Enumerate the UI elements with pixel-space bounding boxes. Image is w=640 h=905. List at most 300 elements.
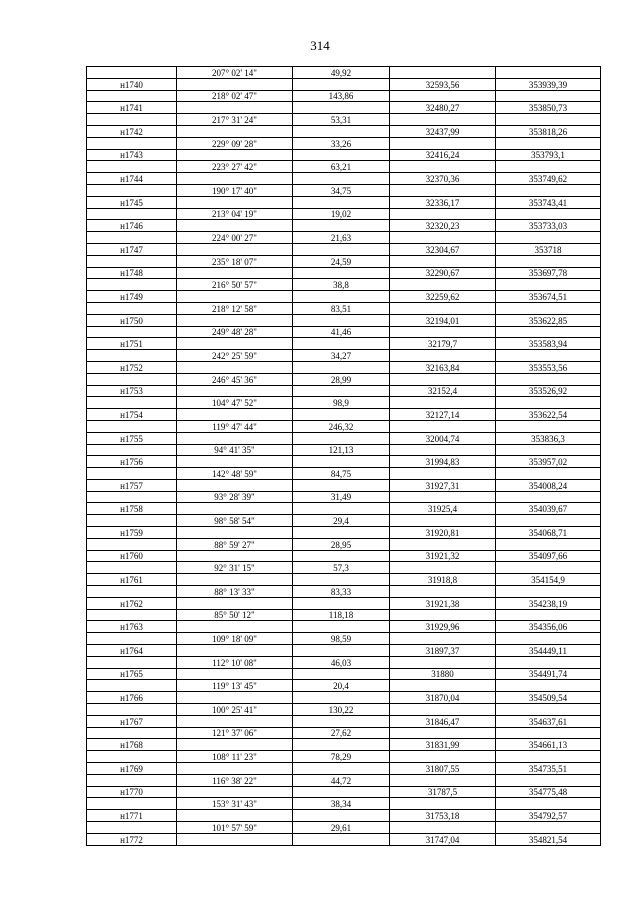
x-coordinate-cell: 31846,47 [390,715,496,727]
direction-angle-cell: 153° 31' 43" [177,798,293,810]
distance-cell [293,361,390,373]
table-row [87,361,601,373]
x-coordinate-cell [390,208,496,220]
x-coordinate-cell: 32179,7 [390,338,496,350]
x-coordinate-cell [390,822,496,834]
distance-cell [293,456,390,468]
point-cell: н1747 [87,243,177,255]
y-coordinate-cell [496,90,601,102]
direction-angle-cell [177,597,293,609]
x-coordinate-cell: 31787,5 [390,786,496,798]
x-coordinate-cell [390,798,496,810]
distance-cell: 63,21 [293,161,390,173]
y-coordinate-cell [496,279,601,291]
y-coordinate-cell: 353836,3 [496,432,601,444]
table-row [87,420,601,432]
x-coordinate-cell [390,468,496,480]
direction-angle-cell [177,503,293,515]
direction-angle-cell: 108° 11' 23" [177,751,293,763]
y-coordinate-cell [496,373,601,385]
point-cell [87,326,177,338]
table-row [87,538,601,550]
x-coordinate-cell: 31921,38 [390,597,496,609]
x-coordinate-cell [390,727,496,739]
table-row [87,621,601,633]
point-cell [87,420,177,432]
direction-angle-cell [177,550,293,562]
point-cell: н1746 [87,220,177,232]
y-coordinate-cell [496,420,601,432]
direction-angle-cell: 249° 48' 28" [177,326,293,338]
distance-cell [293,432,390,444]
distance-cell [293,692,390,704]
direction-angle-cell [177,338,293,350]
distance-cell: 31,49 [293,491,390,503]
y-coordinate-cell [496,822,601,834]
x-coordinate-cell [390,397,496,409]
table-row [87,503,601,515]
direction-angle-cell [177,621,293,633]
y-coordinate-cell: 354792,57 [496,810,601,822]
point-cell [87,373,177,385]
y-coordinate-cell [496,208,601,220]
point-cell [87,90,177,102]
x-coordinate-cell [390,562,496,574]
direction-angle-cell [177,78,293,90]
distance-cell: 57,3 [293,562,390,574]
point-cell: н1760 [87,550,177,562]
point-cell: н1762 [87,597,177,609]
table-row [87,255,601,267]
y-coordinate-cell [496,326,601,338]
table-row [87,184,601,196]
y-coordinate-cell [496,515,601,527]
direction-angle-cell [177,267,293,279]
point-cell [87,232,177,244]
distance-cell [293,102,390,114]
distance-cell [293,739,390,751]
distance-cell: 53,31 [293,114,390,126]
table-row [87,586,601,598]
direction-angle-cell [177,173,293,185]
table-row [87,751,601,763]
x-coordinate-cell: 31753,18 [390,810,496,822]
direction-angle-cell: 109° 18' 09" [177,633,293,645]
y-coordinate-cell: 353583,94 [496,338,601,350]
distance-cell: 118,18 [293,609,390,621]
y-coordinate-cell: 354775,48 [496,786,601,798]
point-cell [87,397,177,409]
x-coordinate-cell: 32127,14 [390,409,496,421]
x-coordinate-cell: 31807,55 [390,763,496,775]
x-coordinate-cell [390,302,496,314]
point-cell: н1765 [87,668,177,680]
y-coordinate-cell: 353850,73 [496,102,601,114]
table-row [87,444,601,456]
distance-cell: 38,34 [293,798,390,810]
point-cell [87,656,177,668]
x-coordinate-cell: 31747,04 [390,833,496,845]
distance-cell [293,763,390,775]
table-row [87,704,601,716]
y-coordinate-cell: 353749,62 [496,173,601,185]
direction-angle-cell: 229° 09' 28" [177,137,293,149]
direction-angle-cell [177,527,293,539]
y-coordinate-cell: 353743,41 [496,196,601,208]
y-coordinate-cell [496,656,601,668]
x-coordinate-cell: 32336,17 [390,196,496,208]
x-coordinate-cell [390,326,496,338]
table-row [87,67,601,79]
point-cell: н1744 [87,173,177,185]
direction-angle-cell: 223° 27' 42" [177,161,293,173]
table-row [87,645,601,657]
y-coordinate-cell [496,491,601,503]
point-cell: н1768 [87,739,177,751]
point-cell [87,822,177,834]
distance-cell: 49,92 [293,67,390,79]
direction-angle-cell: 207° 02' 14" [177,67,293,79]
distance-cell [293,810,390,822]
direction-angle-cell [177,574,293,586]
distance-cell [293,479,390,491]
x-coordinate-cell: 32416,24 [390,149,496,161]
table-row [87,798,601,810]
direction-angle-cell [177,243,293,255]
distance-cell: 21,63 [293,232,390,244]
distance-cell [293,668,390,680]
x-coordinate-cell [390,114,496,126]
x-coordinate-cell [390,279,496,291]
x-coordinate-cell [390,515,496,527]
y-coordinate-cell: 354449,11 [496,645,601,657]
x-coordinate-cell: 31831,99 [390,739,496,751]
distance-cell [293,314,390,326]
direction-angle-cell: 112° 10' 08" [177,656,293,668]
point-cell [87,350,177,362]
distance-cell: 28,99 [293,373,390,385]
point-cell [87,609,177,621]
y-coordinate-cell: 354509,54 [496,692,601,704]
point-cell: н1758 [87,503,177,515]
point-cell [87,184,177,196]
direction-angle-cell [177,149,293,161]
y-coordinate-cell [496,538,601,550]
x-coordinate-cell: 31994,83 [390,456,496,468]
x-coordinate-cell: 32370,36 [390,173,496,185]
x-coordinate-cell [390,255,496,267]
distance-cell [293,220,390,232]
point-cell [87,680,177,692]
x-coordinate-cell [390,609,496,621]
y-coordinate-cell [496,161,601,173]
direction-angle-cell: 116° 38' 22" [177,774,293,786]
y-coordinate-cell: 353733,03 [496,220,601,232]
table-row [87,763,601,775]
x-coordinate-cell: 32320,23 [390,220,496,232]
distance-cell: 143,86 [293,90,390,102]
point-cell: н1757 [87,479,177,491]
distance-cell [293,243,390,255]
distance-cell: 98,9 [293,397,390,409]
direction-angle-cell: 190° 17' 40" [177,184,293,196]
table-row [87,232,601,244]
distance-cell: 83,51 [293,302,390,314]
point-cell [87,444,177,456]
point-cell [87,255,177,267]
table-row [87,468,601,480]
point-cell: н1759 [87,527,177,539]
table-row [87,491,601,503]
distance-cell: 19,02 [293,208,390,220]
y-coordinate-cell: 353818,26 [496,125,601,137]
table-row [87,715,601,727]
y-coordinate-cell: 353939,39 [496,78,601,90]
x-coordinate-cell: 31927,31 [390,479,496,491]
table-row [87,173,601,185]
distance-cell: 121,13 [293,444,390,456]
y-coordinate-cell [496,633,601,645]
table-row [87,78,601,90]
y-coordinate-cell: 353793,1 [496,149,601,161]
point-cell [87,491,177,503]
direction-angle-cell [177,432,293,444]
table-row [87,220,601,232]
y-coordinate-cell [496,468,601,480]
direction-angle-cell [177,668,293,680]
y-coordinate-cell: 354238,19 [496,597,601,609]
point-cell: н1772 [87,833,177,845]
y-coordinate-cell [496,444,601,456]
x-coordinate-cell [390,680,496,692]
y-coordinate-cell: 353622,85 [496,314,601,326]
y-coordinate-cell: 354356,06 [496,621,601,633]
table-row [87,562,601,574]
direction-angle-cell [177,833,293,845]
point-cell: н1771 [87,810,177,822]
table-row [87,574,601,586]
y-coordinate-cell: 354008,24 [496,479,601,491]
table-row [87,609,601,621]
table-row [87,833,601,845]
direction-angle-cell [177,456,293,468]
table-row [87,279,601,291]
point-cell [87,208,177,220]
y-coordinate-cell [496,609,601,621]
direction-angle-cell: 93° 28' 39" [177,491,293,503]
point-cell [87,302,177,314]
y-coordinate-cell [496,350,601,362]
y-coordinate-cell: 353526,92 [496,385,601,397]
x-coordinate-cell [390,232,496,244]
direction-angle-cell: 88° 13' 33" [177,586,293,598]
distance-cell [293,833,390,845]
x-coordinate-cell: 32163,84 [390,361,496,373]
distance-cell: 24,59 [293,255,390,267]
x-coordinate-cell: 32304,67 [390,243,496,255]
table-row [87,267,601,279]
x-coordinate-cell: 31870,04 [390,692,496,704]
distance-cell [293,715,390,727]
point-cell [87,633,177,645]
y-coordinate-cell [496,232,601,244]
direction-angle-cell: 121° 37' 06" [177,727,293,739]
distance-cell: 78,29 [293,751,390,763]
y-coordinate-cell: 354068,71 [496,527,601,539]
x-coordinate-cell: 32290,67 [390,267,496,279]
table-row [87,822,601,834]
direction-angle-cell [177,739,293,751]
point-cell: н1769 [87,763,177,775]
y-coordinate-cell [496,727,601,739]
table-row [87,397,601,409]
table-row [87,314,601,326]
table-row [87,633,601,645]
x-coordinate-cell: 31920,81 [390,527,496,539]
distance-cell [293,125,390,137]
point-cell [87,562,177,574]
distance-cell: 246,32 [293,420,390,432]
x-coordinate-cell [390,137,496,149]
direction-angle-cell [177,810,293,822]
table-row [87,302,601,314]
x-coordinate-cell: 31921,32 [390,550,496,562]
point-cell: н1761 [87,574,177,586]
distance-cell [293,621,390,633]
point-cell: н1740 [87,78,177,90]
direction-angle-cell [177,361,293,373]
distance-cell: 34,75 [293,184,390,196]
x-coordinate-cell [390,67,496,79]
distance-cell: 98,59 [293,633,390,645]
table-row [87,125,601,137]
y-coordinate-cell [496,137,601,149]
y-coordinate-cell [496,751,601,763]
table-row [87,810,601,822]
direction-angle-cell: 216° 50' 57" [177,279,293,291]
y-coordinate-cell [496,704,601,716]
point-cell: н1770 [87,786,177,798]
direction-angle-cell: 246° 45' 36" [177,373,293,385]
x-coordinate-cell [390,184,496,196]
table-row [87,550,601,562]
distance-cell [293,149,390,161]
point-cell: н1751 [87,338,177,350]
y-coordinate-cell [496,586,601,598]
direction-angle-cell: 242° 25' 59" [177,350,293,362]
point-cell [87,161,177,173]
distance-cell [293,196,390,208]
distance-cell [293,267,390,279]
table-row [87,680,601,692]
x-coordinate-cell: 32004,74 [390,432,496,444]
y-coordinate-cell [496,67,601,79]
direction-angle-cell [177,196,293,208]
table-row [87,739,601,751]
distance-cell [293,527,390,539]
direction-angle-cell: 235° 18' 07" [177,255,293,267]
table-row [87,243,601,255]
direction-angle-cell [177,409,293,421]
point-cell: н1745 [87,196,177,208]
direction-angle-cell [177,763,293,775]
point-cell [87,751,177,763]
direction-angle-cell: 119° 47' 44" [177,420,293,432]
x-coordinate-cell: 32480,27 [390,102,496,114]
y-coordinate-cell [496,562,601,574]
y-coordinate-cell [496,255,601,267]
table-row [87,90,601,102]
distance-cell [293,786,390,798]
y-coordinate-cell: 354039,67 [496,503,601,515]
table-row [87,456,601,468]
page-number: 314 [310,38,330,53]
point-cell [87,704,177,716]
distance-cell [293,291,390,303]
distance-cell: 41,46 [293,326,390,338]
point-cell [87,137,177,149]
direction-angle-cell [177,692,293,704]
direction-angle-cell: 217° 31' 24" [177,114,293,126]
point-cell [87,515,177,527]
point-cell [87,279,177,291]
direction-angle-cell: 224° 00' 27" [177,232,293,244]
direction-angle-cell: 98° 58' 54" [177,515,293,527]
point-cell: н1741 [87,102,177,114]
distance-cell: 29,4 [293,515,390,527]
table-row [87,692,601,704]
y-coordinate-cell: 354097,66 [496,550,601,562]
table-row [87,350,601,362]
point-cell [87,67,177,79]
distance-cell [293,503,390,515]
table-row [87,774,601,786]
y-coordinate-cell: 353697,78 [496,267,601,279]
distance-cell [293,409,390,421]
y-coordinate-cell [496,114,601,126]
y-coordinate-cell: 353718 [496,243,601,255]
direction-angle-cell: 119° 13' 45" [177,680,293,692]
table-row [87,102,601,114]
y-coordinate-cell [496,302,601,314]
x-coordinate-cell: 31929,96 [390,621,496,633]
distance-cell: 34,27 [293,350,390,362]
table-row [87,114,601,126]
point-cell [87,538,177,550]
direction-angle-cell [177,220,293,232]
distance-cell: 38,8 [293,279,390,291]
y-coordinate-cell: 354821,54 [496,833,601,845]
x-coordinate-cell [390,751,496,763]
table-row [87,668,601,680]
x-coordinate-cell [390,161,496,173]
y-coordinate-cell: 353957,02 [496,456,601,468]
direction-angle-cell: 92° 31' 15" [177,562,293,574]
table-row [87,161,601,173]
point-cell: н1753 [87,385,177,397]
x-coordinate-cell: 32259,62 [390,291,496,303]
point-cell [87,586,177,598]
distance-cell: 29,61 [293,822,390,834]
point-cell: н1742 [87,125,177,137]
y-coordinate-cell [496,397,601,409]
point-cell: н1763 [87,621,177,633]
y-coordinate-cell: 353553,56 [496,361,601,373]
x-coordinate-cell [390,538,496,550]
direction-angle-cell: 100° 25' 41" [177,704,293,716]
y-coordinate-cell: 354637,61 [496,715,601,727]
direction-angle-cell [177,291,293,303]
